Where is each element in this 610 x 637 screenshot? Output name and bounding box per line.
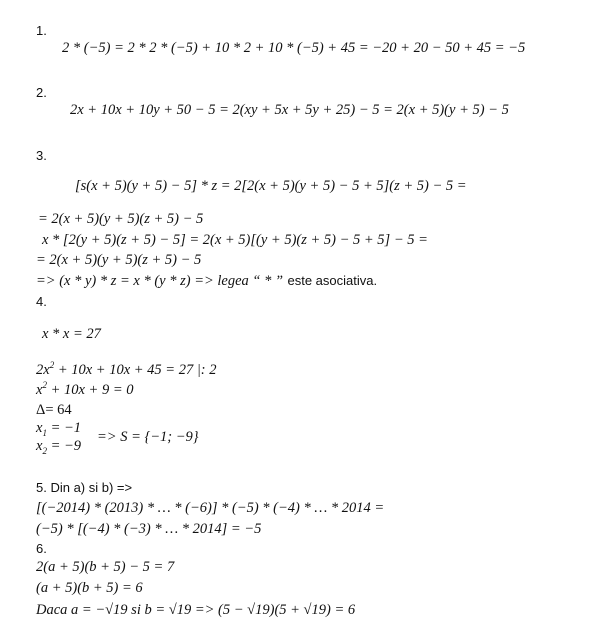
equation-4f (36, 438, 81, 455)
equation-4c (36, 382, 133, 399)
section-4-label: 4. (36, 294, 47, 309)
equation-4b-exponent: 2 (49, 360, 55, 370)
equation-4b (36, 362, 217, 379)
equation-3d: = 2(x + 5)(y + 5)(z + 5) − 5 (36, 252, 202, 268)
equation-4e (36, 420, 81, 437)
equation-4c-post: + 10x + 9 = 0 (46, 382, 134, 398)
root-2-var: x (36, 438, 43, 454)
equation-6a: 2(a + 5)(b + 5) − 5 = 7 (36, 559, 175, 575)
root-2-value: = −9 (46, 438, 82, 454)
equation-5a: [(−2014) * (2013) * … * (−6)] * (−5) * (−4) * … * 2014 = (36, 500, 385, 516)
equation-3c: x * [2(y + 5)(z + 5) − 5] = 2(x + 5)[(y + 5)(z + 5) − 5 + 5] − 5 = (42, 232, 428, 248)
root-1-sub: 1 (42, 428, 47, 438)
equation-4b-post: + 10x + 10x + 45 = 27 |: 2 (54, 362, 217, 378)
equation-2: 2x + 10x + 10y + 50 − 5 = 2(xy + 5x + 5y + 25) − 5 = 2(x + 5)(y + 5) − 5 (70, 102, 509, 118)
section-6-label: 6. (36, 541, 47, 556)
equation-4a: x * x = 27 (42, 326, 101, 342)
equation-3e-math: => (x * y) * z = x * (y * z) => legea “ * ” (36, 273, 284, 289)
section-3-label: 3. (36, 148, 47, 163)
solution-set: => S = {−1; −9} (97, 429, 199, 445)
equation-3b: = 2(x + 5)(y + 5)(z + 5) − 5 (38, 211, 204, 227)
equation-3e-text: este asociativa. (287, 273, 378, 288)
equation-3a: [s(x + 5)(y + 5) − 5] * z = 2[2(x + 5)(y + 5) − 5 + 5](z + 5) − 5 = (75, 178, 467, 194)
root-2-sub: 2 (42, 446, 47, 456)
equation-6b: (a + 5)(b + 5) = 6 (36, 580, 143, 596)
section-2-label: 2. (36, 85, 47, 100)
root-1-value: = −1 (46, 420, 82, 436)
root-1-var: x (36, 420, 43, 436)
section-5-label: 5. Din a) si b) => (36, 480, 133, 495)
equation-5b: (−5) * [(−4) * (−3) * … * 2014] = −5 (36, 521, 262, 537)
section-1-label: 1. (36, 23, 47, 38)
equation-4c-exponent: 2 (42, 380, 47, 390)
equation-4c-pre: x (36, 382, 43, 398)
equation-1: 2 * (−5) = 2 * 2 * (−5) + 10 * 2 + 10 * (−5) + 45 = −20 + 20 − 50 + 45 = −5 (62, 40, 526, 56)
equation-3e (36, 273, 377, 289)
equation-4d: Δ= 64 (36, 402, 72, 418)
equation-6c: Daca a = −√19 si b = √19 => (5 − √19)(5 + √19) = 6 (36, 602, 356, 618)
equation-4b-pre: 2x (36, 362, 50, 378)
